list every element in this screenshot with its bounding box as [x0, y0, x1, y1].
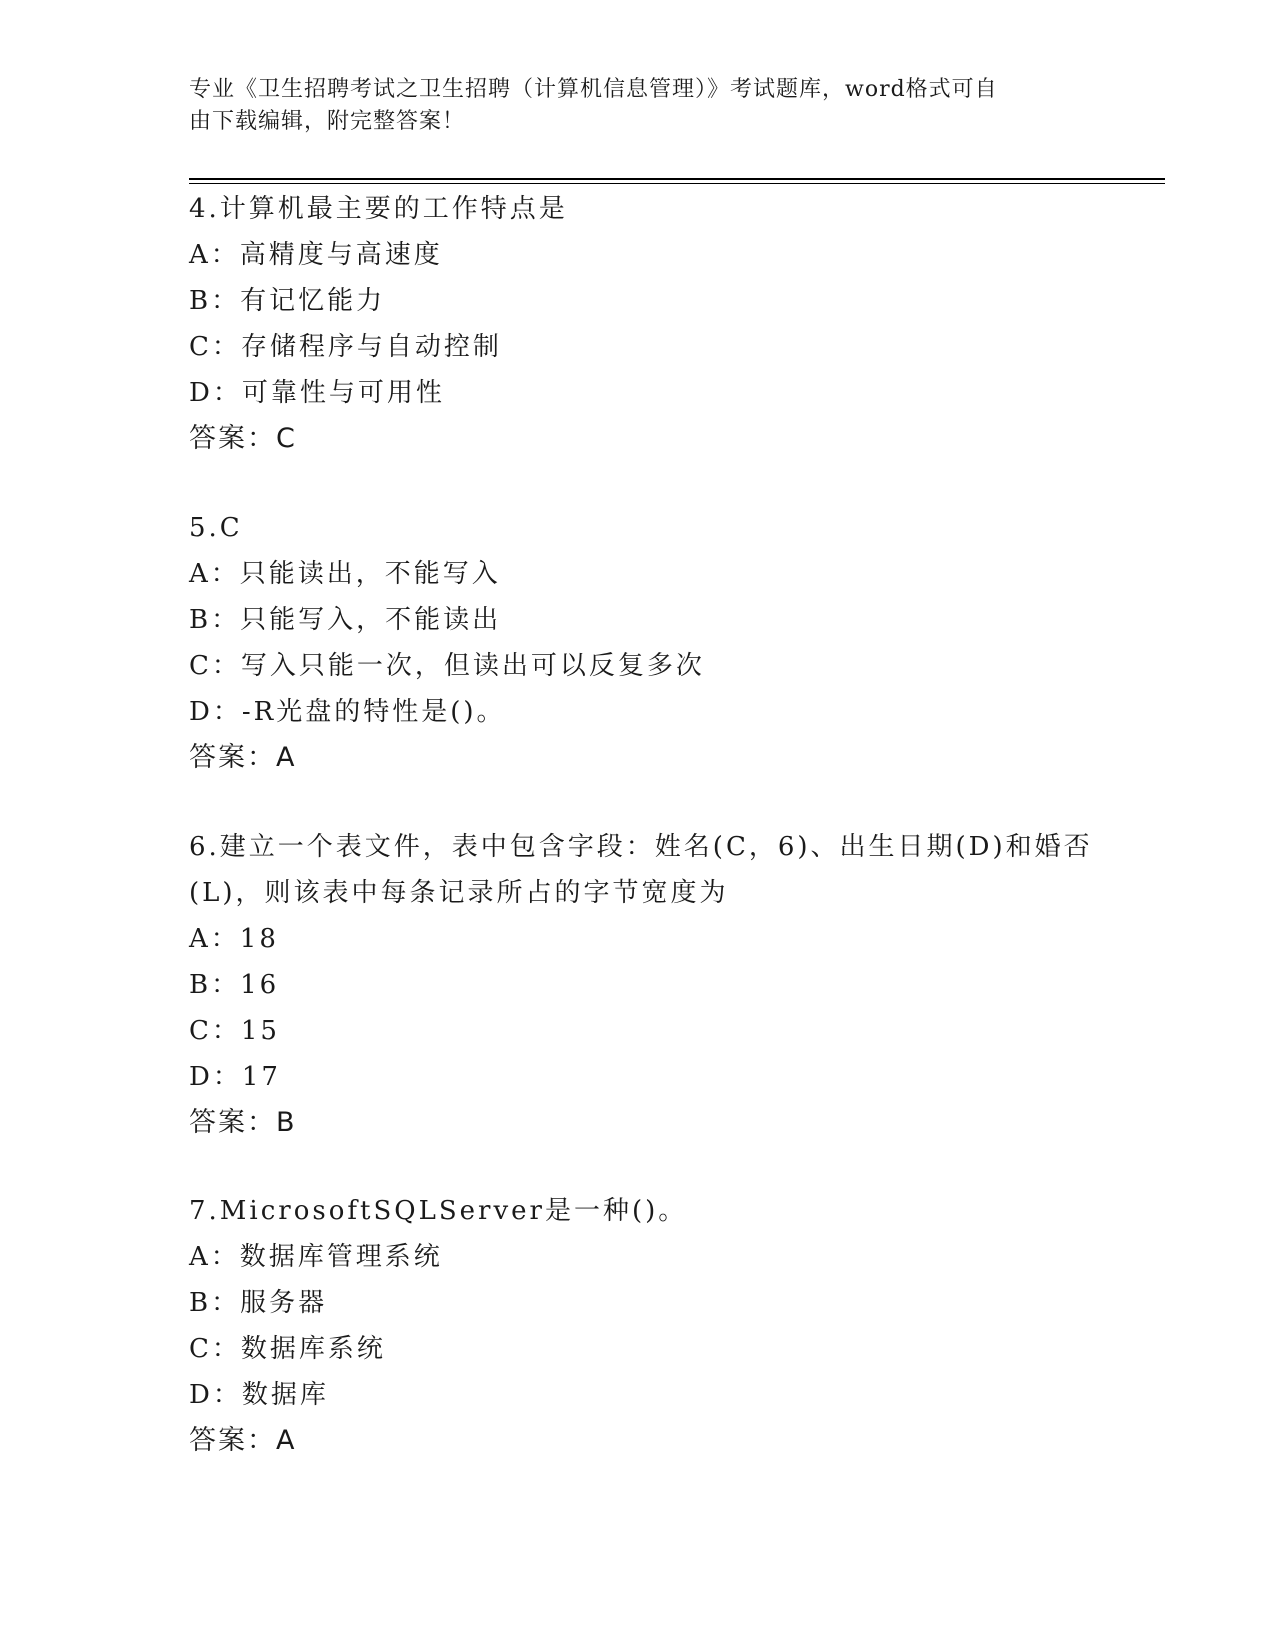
option-a: A：18 [189, 924, 279, 954]
answer-line: 答案：A [189, 742, 297, 773]
answer-line: 答案：B [189, 1107, 297, 1138]
question-stem-continued: (L)，则该表中每条记录所占的字节宽度为 [189, 878, 729, 908]
answer-line: 答案：C [189, 423, 297, 454]
option-c: C：15 [189, 1016, 280, 1046]
header-line-2: 由下载编辑，附完整答案！ [189, 109, 466, 134]
option-d: D：可靠性与可用性 [189, 378, 445, 408]
question-stem: 4.计算机最主要的工作特点是 [189, 194, 568, 224]
question-stem: 7.MicrosoftSQLServer是一种()。 [189, 1196, 688, 1226]
option-c: C：数据库系统 [189, 1334, 386, 1364]
header-line-1: 专业《卫生招聘考试之卫生招聘（计算机信息管理）》考试题库，word格式可自 [189, 77, 998, 102]
question-stem: 5.C [189, 513, 243, 543]
option-c: C：写入只能一次，但读出可以反复多次 [189, 651, 705, 681]
option-d: D：数据库 [189, 1380, 329, 1410]
option-a: A：高精度与高速度 [189, 240, 443, 270]
header-divider [189, 178, 1165, 184]
option-d: D：17 [189, 1062, 281, 1092]
option-a: A：只能读出，不能写入 [189, 559, 501, 589]
question-6 [189, 824, 1093, 1146]
option-b: B：16 [189, 970, 280, 1000]
answer-line: 答案：A [189, 1425, 297, 1456]
question-5 [189, 505, 1089, 781]
option-b: B：只能写入，不能读出 [189, 605, 502, 635]
question-4 [189, 186, 1089, 462]
option-a: A：数据库管理系统 [189, 1242, 443, 1272]
option-c: C：存储程序与自动控制 [189, 332, 502, 362]
document-header [189, 74, 1089, 138]
question-stem: 6.建立一个表文件，表中包含字段：姓名(C，6)、出生日期(D)和婚否 [189, 832, 1093, 862]
option-d: D：-R光盘的特性是()。 [189, 697, 506, 727]
option-b: B：服务器 [189, 1288, 328, 1318]
option-b: B：有记忆能力 [189, 286, 386, 316]
question-7 [189, 1188, 1089, 1464]
